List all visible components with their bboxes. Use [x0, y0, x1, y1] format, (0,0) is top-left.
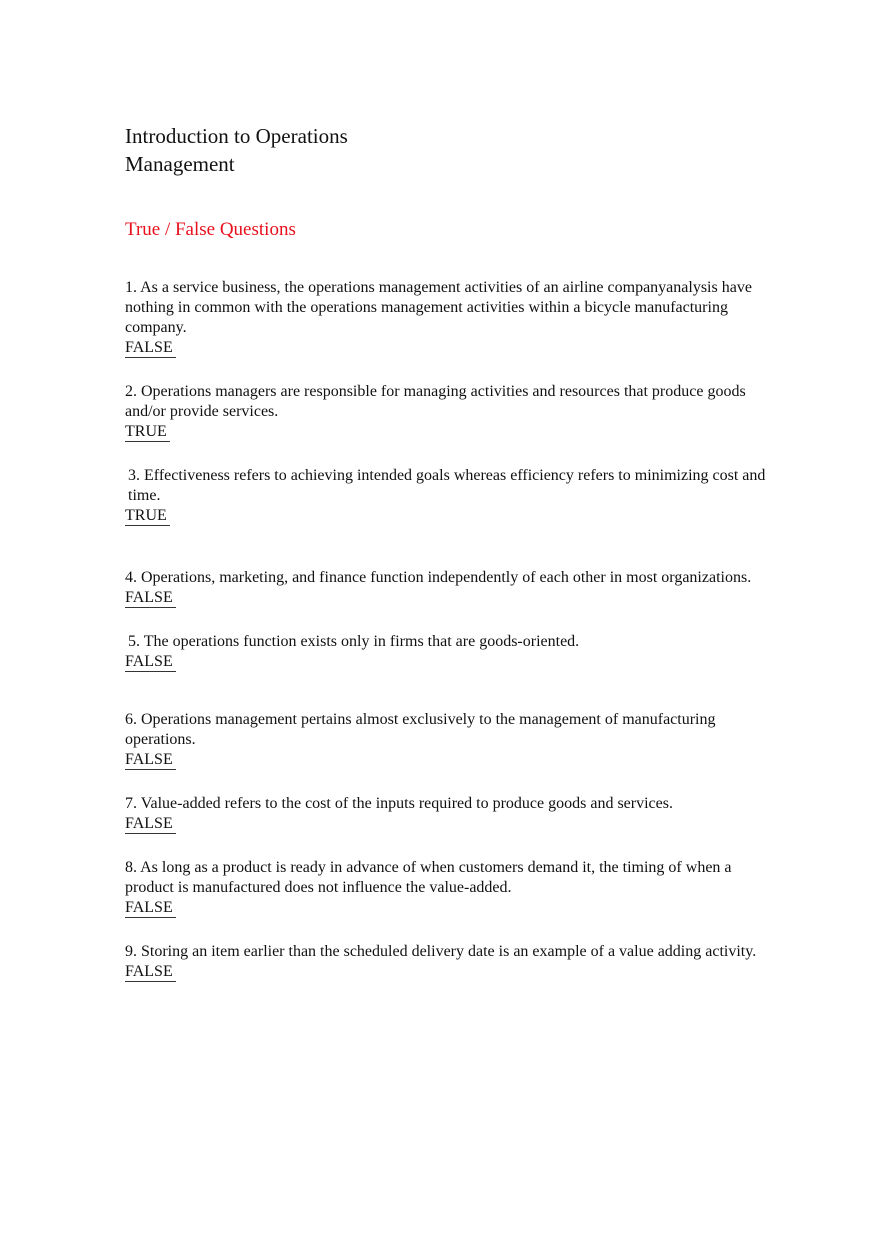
question-answer: TRUE — [125, 423, 170, 442]
question-answer: FALSE — [125, 963, 176, 982]
question-list — [125, 278, 775, 982]
question-answer: TRUE — [125, 507, 170, 526]
document-title: Introduction to Operations Management — [125, 124, 348, 176]
question-answer: FALSE — [125, 899, 176, 918]
question-answer: FALSE — [125, 751, 176, 770]
question-answer: FALSE — [125, 653, 176, 672]
section-heading: True / False Questions — [125, 219, 296, 240]
question-item — [125, 632, 775, 672]
question-item — [125, 568, 775, 608]
question-answer: FALSE — [125, 339, 176, 358]
question-text: 4. Operations, marketing, and finance function independently of each other in most organizations. — [125, 569, 752, 586]
question-text: 8. As long as a product is ready in advance of when customers demand it, the timing of when a product is manufactured does not influence the value-added. — [125, 859, 732, 896]
question-text: 6. Operations management pertains almost exclusively to the management of manufacturing operations. — [125, 711, 716, 748]
question-item — [125, 710, 775, 770]
question-answer: FALSE — [125, 589, 176, 608]
question-item — [125, 858, 775, 918]
question-text: 2. Operations managers are responsible for managing activities and resources that produce goods and/or provide services. — [125, 383, 746, 420]
question-text: 7. Value-added refers to the cost of the inputs required to produce goods and services. — [125, 795, 673, 812]
question-item — [125, 382, 775, 442]
question-item — [125, 466, 775, 526]
question-text: 3. Effectiveness refers to achieving intended goals whereas efficiency refers to minimizing cost and time. — [128, 467, 766, 504]
question-text: 9. Storing an item earlier than the scheduled delivery date is an example of a value adding activity. — [125, 943, 757, 960]
question-answer: FALSE — [125, 815, 176, 834]
question-item — [125, 942, 775, 982]
question-text: 1. As a service business, the operations management activities of an airline companyanalysis have nothing in common with the operations management activities within a bicycle manufacturing company. — [125, 279, 752, 336]
document-content — [125, 122, 775, 982]
question-text: 5. The operations function exists only in firms that are goods-oriented. — [128, 633, 580, 650]
question-item — [125, 278, 775, 358]
question-item — [125, 794, 775, 834]
